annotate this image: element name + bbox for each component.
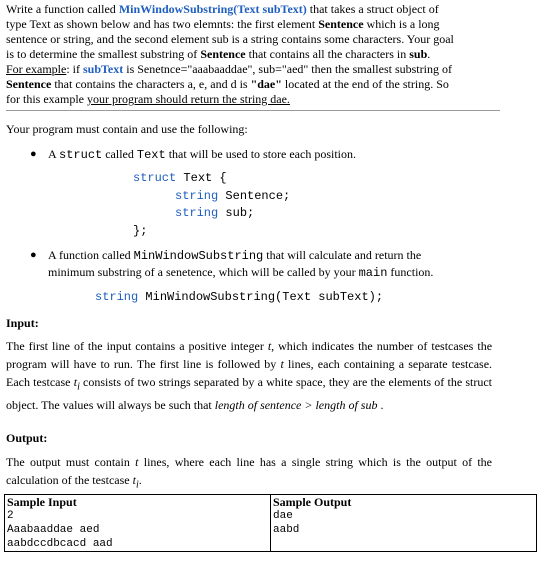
text: lines, each containing a separate [283,357,448,371]
text: the program will have to run. The first line is followed by [6,339,493,371]
sample-input-line: Aaabaaddae aed [7,524,100,536]
code-field-sub [175,206,254,220]
sample-output-header: Sample Output [273,495,352,509]
code-keyword: string [95,290,139,304]
code-main: main [358,266,388,280]
text: minimum substring of a senetence, which will be called by your [48,265,359,279]
code-text: Sentence; [218,189,291,203]
intro-line-6 [6,77,500,92]
sample-output-line [273,537,534,551]
intro-text: that contains the characters a, e, and d is [51,77,251,91]
text: called [102,147,137,161]
code-keyword: struct [59,148,103,162]
bullet-icon: ● [30,249,37,261]
output-heading: Output: [6,431,48,445]
text: . [377,398,384,413]
intro-text: is to determine the smallest substring of [6,47,201,61]
function-paren: ) [302,2,307,16]
text: that will calculate and return the [263,248,422,262]
length-condition: length of sentence > length [214,398,346,413]
var-t: t [280,357,284,371]
requirement-text [48,146,356,164]
text: . [138,473,142,487]
var-subscript: i [77,381,80,393]
requirement-text-line-2 [48,265,433,281]
example-return-note: your program should return the string dae. [86,92,290,106]
intro-text: that takes a struct object of [306,2,439,16]
text: function. [387,265,434,279]
requirements-heading: Your program must contain and use the following: [6,122,248,136]
code-text: Text { [176,171,227,185]
text: consists of two strings separated by a white space, they are the [79,375,386,389]
intro-text: type Text as shown below and has two elemnts: the first element [6,17,319,31]
intro-text: located at the end of the string. So [281,77,449,91]
text: A function called [48,248,134,262]
text: lines, where each line has a single string which is the output of the [138,455,493,469]
input-description [6,337,492,414]
sample-input-cell [5,495,271,552]
sample-output-cell [271,495,537,552]
sample-input-line: aabdccdbcacd aad [7,538,113,550]
text: A [48,147,60,161]
sample-output-line: dae [273,510,293,522]
var-t: t [135,455,139,469]
code-struct-line [133,171,227,185]
code-keyword: string [175,189,219,203]
code-function-signature [95,290,383,304]
keyword-sentence: Sentence [200,47,246,61]
var-t: t [73,375,78,389]
sample-input-header: Sample Input [7,495,77,509]
code-text: sub; [218,206,255,220]
code-struct-close: }; [133,224,148,238]
intro-text: : if [66,62,83,76]
var-subscript: i [135,479,139,491]
intro-line-3: sentence or string, and the second element sub is a string contains some characters. Your goal [6,32,454,46]
keyword-sub: sub [409,47,428,61]
text: , which indicates the number of testcases [271,339,474,353]
intro-line-7 [6,92,500,107]
intro-text: which is a long [363,17,440,31]
var-t: t [267,339,272,353]
code-field-sentence [175,189,290,203]
problem-statement [6,2,500,111]
requirement-text [48,247,421,265]
intro-text: is Senetnce="aaabaaddae", sub="aed" then the smallest substring of [123,62,452,76]
text: The first line of the input contains a positive integer [6,339,268,353]
intro-text: for this example [6,92,87,106]
code-type: Text [136,148,166,162]
keyword-sentence: Sentence [6,77,52,91]
intro-text: . [427,47,431,61]
code-keyword: string [175,206,219,220]
text: The output must contain [6,455,136,469]
input-heading: Input: [6,316,39,330]
example-label: For example [6,62,67,76]
var-t: t [132,473,136,487]
output-description [6,453,492,494]
intro-line-2 [6,17,500,32]
keyword-subtext: subText [83,62,124,76]
code-function-name: MinWindowSubstring [133,249,264,263]
text: testcase. Each testcase [6,357,493,389]
table-row [5,495,537,552]
intro-text: Write a function called [6,2,119,16]
text: calculation of the testcase [6,473,133,487]
intro-text: that contains all the characters in [245,47,410,61]
function-name: MinWindowSubstring( [118,2,238,16]
text: elements of the struct object. The values will always be such that [6,375,493,413]
code-text: MinWindowSubstring(Text subText); [138,290,384,304]
intro-line-4 [6,47,500,62]
function-param: Text subText [237,2,303,16]
samples-table [4,494,537,552]
text: that will be used to store each position. [165,147,356,161]
code-keyword: struct [133,171,177,185]
intro-line-1 [6,2,500,17]
bullet-icon: ● [30,148,37,160]
length-condition: of sub [348,398,378,413]
example-answer: "dae" [250,77,282,91]
sample-output-line: aabd [273,524,300,536]
keyword-sentence: Sentence [318,17,364,31]
intro-line-5 [6,62,500,77]
sample-input-line: 2 [7,510,14,522]
